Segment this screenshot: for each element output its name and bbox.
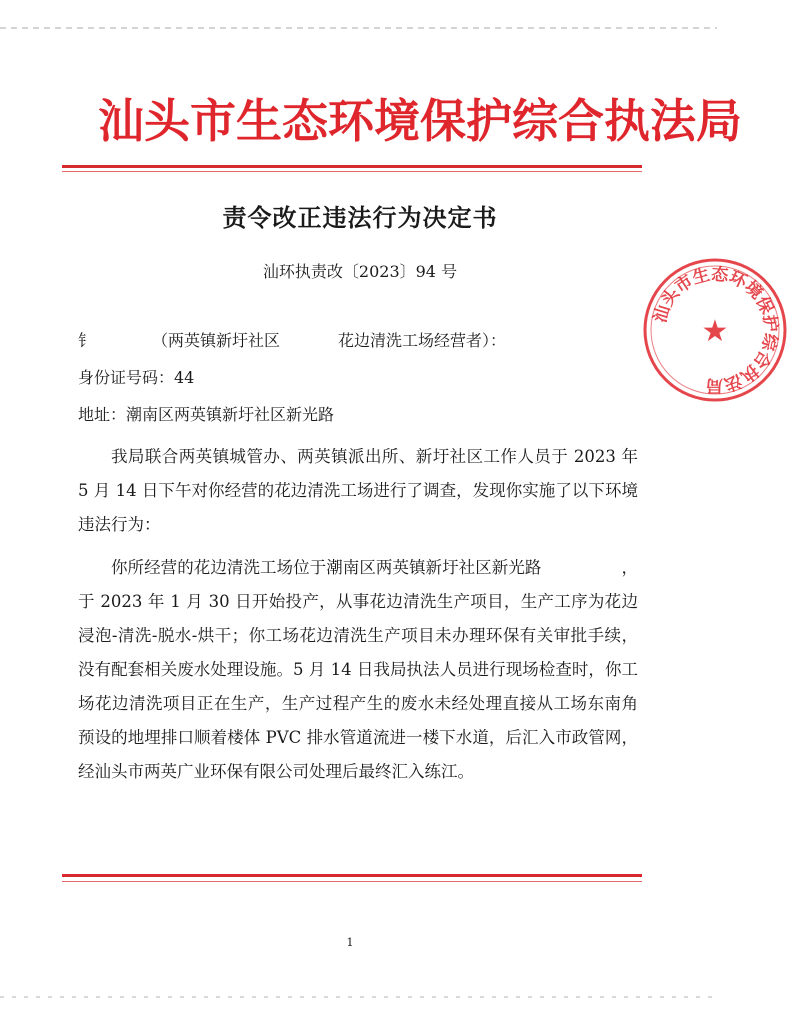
paragraph-violation [78, 551, 638, 789]
id-number-line [78, 362, 638, 394]
paragraph-1-text: 我局联合两英镇城管办、两英镇派出所、新圩社区工作人员于 2023 年 5 月 14 日下午对你经营的花边清洗工场进行了调查，发现你实施了以下环境违法行为： [78, 447, 638, 534]
address-line [78, 399, 638, 431]
party-name-suffix: （两英镇新圩社区 [152, 331, 281, 350]
paragraph-2-lead: 你所经营的花边清洗工场位于潮南区两英镇新圩社区新光路 [111, 558, 542, 577]
svg-text:★: ★ [701, 314, 729, 349]
paragraph-2-rest: ，于 2023 年 1 月 30 日开始投产，从事花边清洗生产项目，生产工序为花边浸泡-清洗-脱水-烘干；你工场花边清洗生产项目未办理环保有关审批手续，没有配套相关废水处理设施。5 月 14 日我局执法人员进行现场检查时，你工场花边清洗项目正在生产，生产过程产生的废水未经处理直接从工场东南角预设的地埋排口顺着楼体 PVC 排水管道流进一楼下水道，后汇入市政管网，经汕头市两英广业环保有限公司处理后最终汇入练江。 [78, 558, 639, 781]
footer-red-rule [62, 874, 642, 877]
organization-title: 汕头市生态环境保护综合执法局 [98, 94, 742, 148]
footer-red-rule-thin [62, 881, 642, 882]
party-operator-text: 花边清洗工场经营者）： [338, 331, 507, 350]
id-number-label: 身份证号码：44 [78, 368, 195, 387]
party-name-prefix: 钅 [78, 331, 95, 350]
document-number: 汕环执责改〔2023〕94 号 [262, 262, 458, 281]
paragraph-2-text [78, 551, 638, 789]
page-number: 1 [346, 936, 354, 949]
scan-edge-bottom [0, 996, 717, 998]
address-value: 潮南区两英镇新圩社区新光路 [126, 405, 335, 424]
party-line [78, 325, 638, 357]
address-label: 地址： [78, 405, 127, 424]
header-red-rule-thin [62, 171, 642, 172]
paragraph-investigation [78, 440, 638, 542]
scan-edge-top [0, 27, 717, 29]
header-red-rule [62, 165, 642, 168]
svg-text:汕头市生态环境保护综合执法局: 汕头市生态环境保护综合执法局 [650, 264, 781, 396]
document-title: 责令改正违法行为决定书 [222, 203, 498, 232]
official-seal-icon [640, 255, 790, 405]
